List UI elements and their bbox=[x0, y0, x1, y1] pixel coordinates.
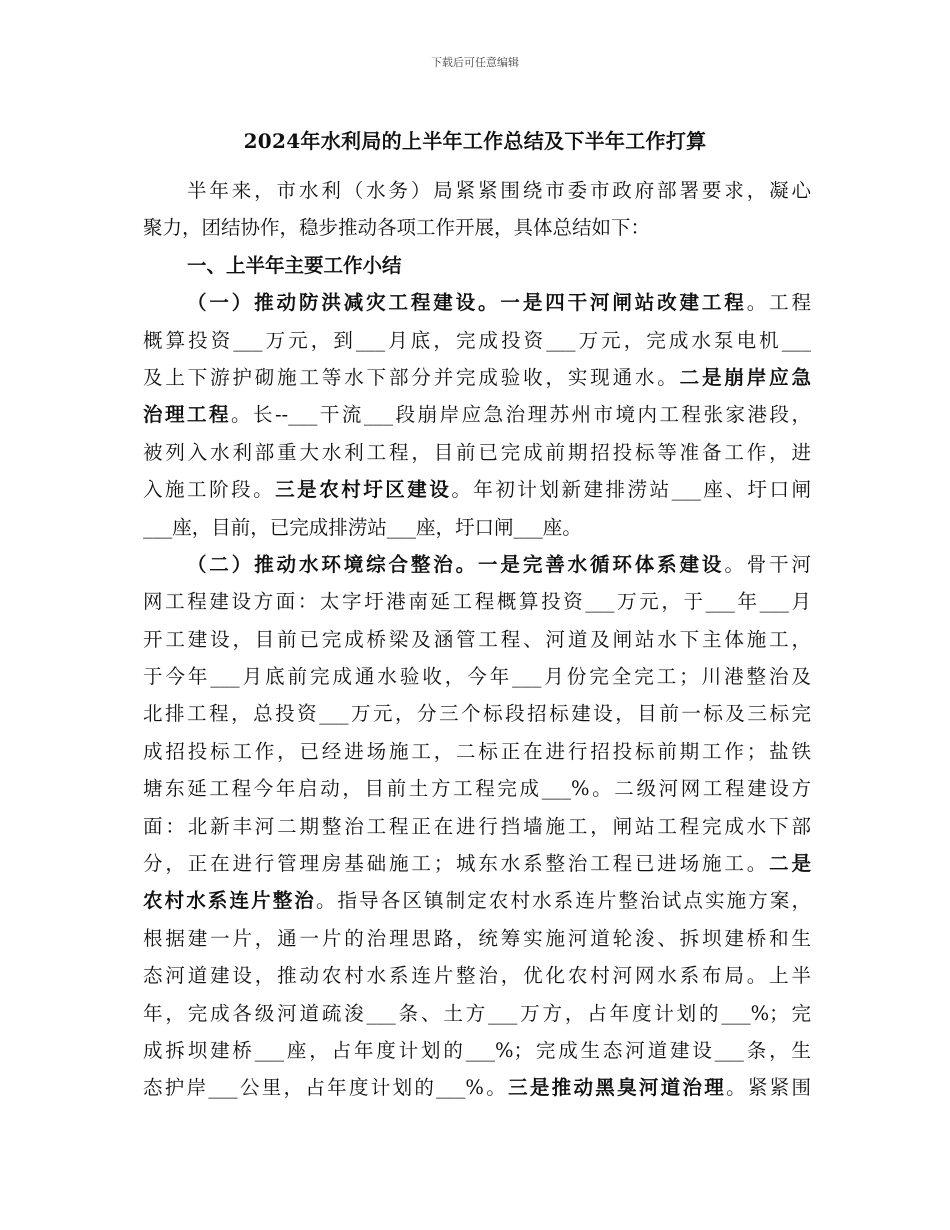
text-segment: 成拆坝建桥___座，占年度计划的___%；完成生态河道建设___条，生 bbox=[143, 1038, 811, 1062]
document-body bbox=[143, 172, 811, 1107]
text-line bbox=[143, 733, 811, 770]
text-segment: 于今年___月底前完成通水验收，今年___月份完全完工；川港整治及 bbox=[143, 665, 811, 689]
text-segment: 。紧紧围 bbox=[726, 1076, 811, 1100]
text-line bbox=[143, 658, 811, 695]
text-segment: 态护岸___公里，占年度计划的___%。 bbox=[143, 1076, 509, 1100]
text-line bbox=[143, 995, 811, 1032]
document-title: 2024年水利局的上半年工作总结及下半年工作打算 bbox=[243, 129, 707, 153]
text-segment: 。长--___干流___段崩岸应急治理苏州市境内工程张家港段， bbox=[230, 403, 811, 427]
bold-text-segment: （一）推动防洪减灾工程建设。一是四干河闸站改建工程 bbox=[187, 291, 747, 315]
text-segment: 网工程建设方面：太字圩港南延工程概算投资___万元，于___年___月 bbox=[143, 590, 811, 614]
text-line bbox=[143, 882, 811, 919]
text-segment: 面：北新丰河二期整治工程正在进行挡墙施工，闸站工程完成水下部 bbox=[143, 814, 811, 838]
bold-text-segment: 二是崩岸应急 bbox=[679, 365, 811, 389]
text-segment: 概算投资___万元，到___月底，完成投资___万元，完成水泵电机___ bbox=[143, 328, 811, 352]
text-line bbox=[143, 583, 811, 620]
text-line bbox=[143, 770, 811, 807]
text-segment: 根据建一片，通一片的治理思路，统筹实施河道轮浚、拆坝建桥和生 bbox=[143, 926, 811, 950]
text-segment: 成招投标工作，已经进场施工，二标正在进行招投标前期工作；盐铁 bbox=[143, 739, 811, 763]
text-segment: 。工程 bbox=[746, 291, 811, 315]
bold-text-segment: 二是 bbox=[769, 852, 811, 876]
text-segment: ___座，目前，已完成排涝站___座，圩口闸___座。 bbox=[143, 515, 582, 539]
text-segment: 半年来，市水利（水务）局紧紧围绕市委市政府部署要求，凝心 bbox=[187, 179, 811, 202]
text-segment: 及上下游护砌施工等水下部分并完成验收，实现通水。 bbox=[143, 365, 680, 389]
text-segment: 态河道建设，推动农村水系连片整治，优化农村河网水系布局。上半 bbox=[143, 964, 811, 988]
text-line bbox=[143, 621, 811, 658]
text-segment: 开工建设，目前已完成桥梁及涵管工程、河道及闸站水下主体施工， bbox=[143, 627, 811, 651]
text-line bbox=[143, 1069, 811, 1106]
text-line bbox=[143, 322, 811, 359]
text-segment: 北排工程，总投资___万元，分三个标段招标建设，目前一标及三标完 bbox=[143, 702, 811, 726]
text-line bbox=[143, 920, 811, 957]
page-header: 下载后可任意编辑 bbox=[431, 56, 519, 69]
text-line bbox=[143, 172, 811, 209]
text-segment: 年，完成各级河道疏浚___条、土方___万方，占年度计划的___%；完 bbox=[143, 1001, 811, 1025]
text-line bbox=[143, 957, 811, 994]
text-line bbox=[143, 546, 811, 583]
text-line bbox=[143, 1032, 811, 1069]
text-line bbox=[143, 808, 811, 845]
text-line bbox=[143, 284, 811, 321]
bold-text-segment: 一、上半年主要工作小结 bbox=[187, 253, 402, 277]
bold-text-segment: 三是推动黑臭河道治理 bbox=[508, 1076, 727, 1100]
text-segment: 。骨干河 bbox=[724, 552, 811, 576]
text-line bbox=[143, 695, 811, 732]
text-segment: 聚力，团结协作，稳步推动各项工作开展，具体总结如下： bbox=[143, 216, 651, 240]
text-line bbox=[143, 434, 811, 471]
text-line bbox=[143, 209, 811, 246]
text-segment: 塘东延工程今年启动，目前土方工程完成___%。二级河网工程建设方 bbox=[143, 777, 811, 801]
text-segment: 入施工阶段。 bbox=[143, 478, 276, 502]
text-segment: 被列入水利部重大水利工程，目前已完成前期招投标等准备工作，进 bbox=[143, 440, 811, 464]
text-line bbox=[143, 359, 811, 396]
text-segment: 分，正在进行管理房基础施工；城东水系整治工程已进场施工。 bbox=[143, 852, 770, 876]
bold-text-segment: 三是农村圩区建设 bbox=[275, 478, 452, 502]
bold-text-segment: （二）推动水环境综合整治。一是完善水循环体系建设 bbox=[187, 552, 725, 576]
text-line bbox=[143, 247, 811, 284]
text-line bbox=[143, 509, 811, 546]
bold-text-segment: 治理工程 bbox=[143, 403, 231, 427]
bold-text-segment: 农村水系连片整治 bbox=[143, 889, 316, 913]
text-segment: 。年初计划新建排涝站___座、圩口闸 bbox=[451, 478, 811, 502]
text-line bbox=[143, 471, 811, 508]
text-line bbox=[143, 845, 811, 882]
text-segment: 。指导各区镇制定农村水系连片整治试点实施方案， bbox=[315, 889, 811, 913]
text-line bbox=[143, 396, 811, 433]
